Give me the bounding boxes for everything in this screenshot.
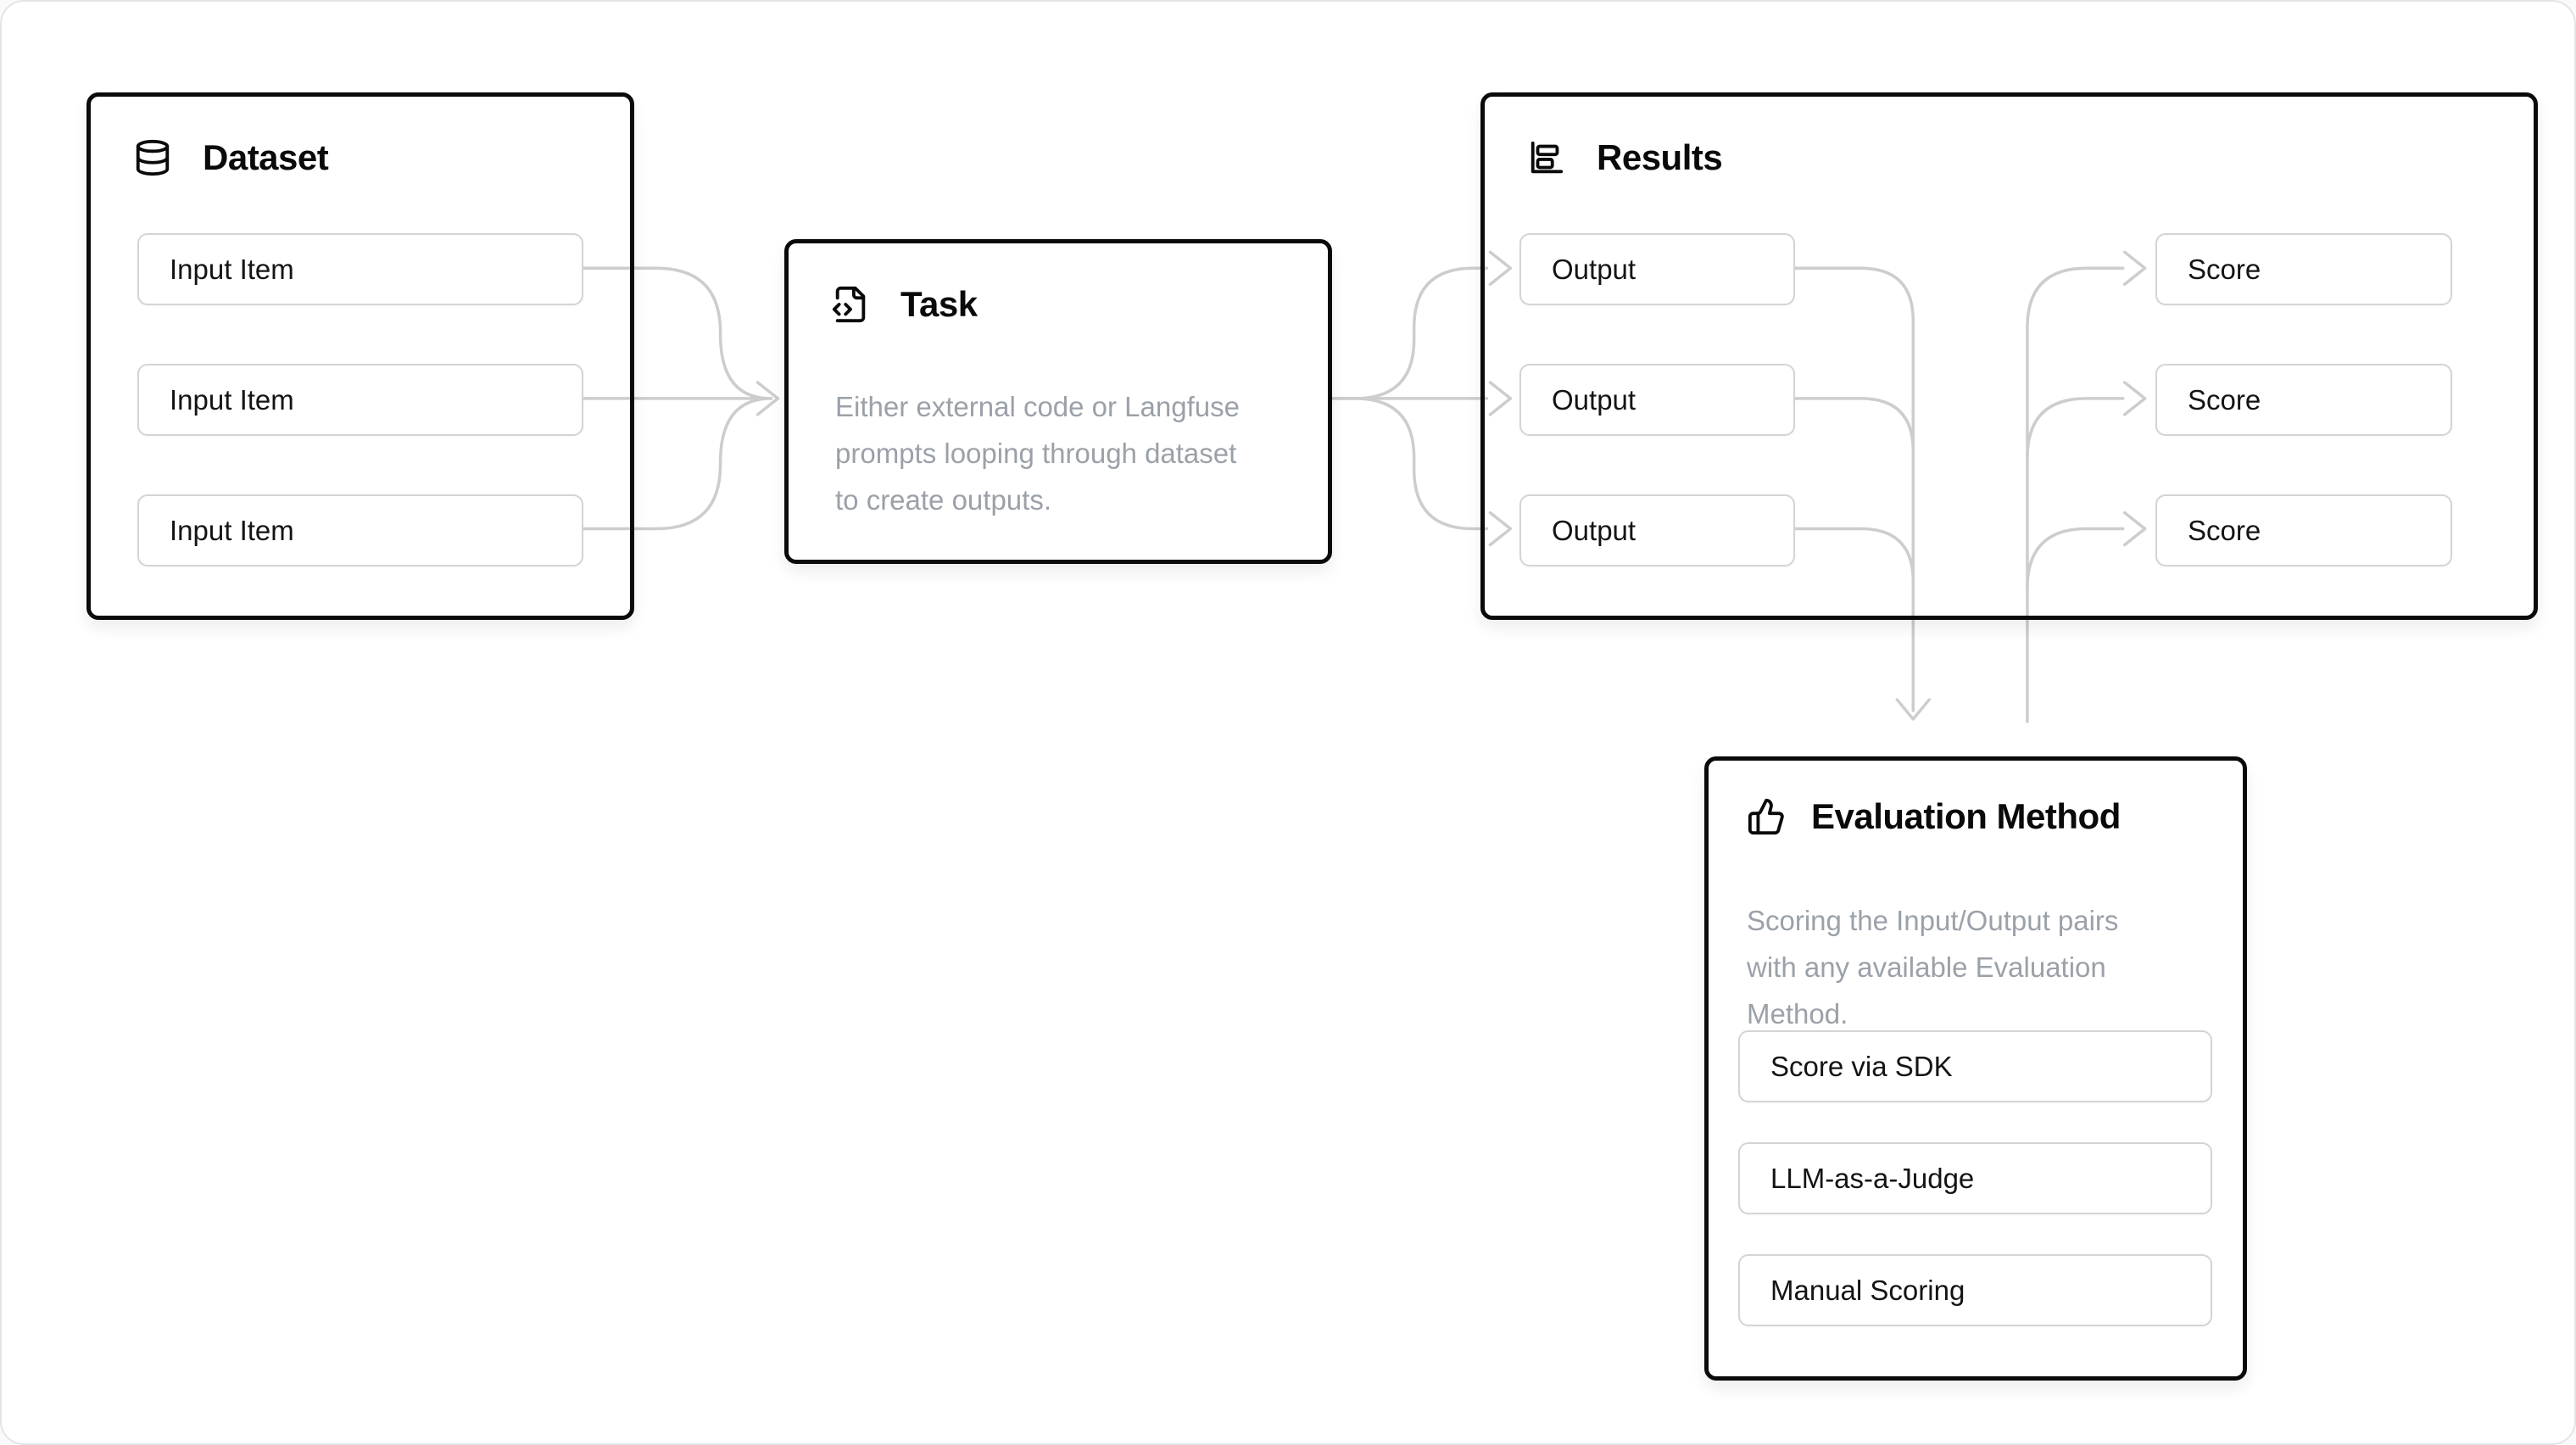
score-item: Score	[2155, 364, 2452, 436]
evaluation-description: Scoring the Input/Output pairs with any available Evaluation Method.	[1747, 905, 2119, 1029]
bar-chart-icon	[1527, 138, 1566, 177]
evaluation-header	[1747, 796, 2121, 837]
input-item: Input Item	[137, 364, 583, 436]
score-item: Score	[2155, 233, 2452, 305]
task-header	[831, 284, 978, 325]
evaluation-method-box	[1704, 756, 2247, 1381]
output-item: Output	[1519, 494, 1795, 566]
task-title: Task	[900, 284, 978, 324]
output-item: Output	[1519, 364, 1795, 436]
task-box	[784, 239, 1332, 564]
dataset-header	[133, 137, 328, 178]
file-code-icon	[831, 285, 870, 324]
dataset-title: Dataset	[203, 137, 329, 177]
results-box	[1480, 92, 2538, 620]
score-item: Score	[2155, 494, 2452, 566]
results-header	[1527, 137, 1722, 178]
evaluation-method-item: Score via SDK	[1738, 1030, 2212, 1102]
database-icon	[133, 138, 172, 177]
results-title: Results	[1597, 137, 1723, 177]
evaluation-title: Evaluation Method	[1811, 796, 2121, 836]
thumbs-up-icon	[1747, 797, 1786, 836]
input-item: Input Item	[137, 494, 583, 566]
evaluation-method-item: Manual Scoring	[1738, 1254, 2212, 1326]
output-item: Output	[1519, 233, 1795, 305]
task-description: Either external code or Langfuse prompts looping through dataset to create outputs.	[835, 391, 1240, 516]
evaluation-method-item: LLM-as-a-Judge	[1738, 1142, 2212, 1214]
input-item: Input Item	[137, 233, 583, 305]
dataset-box	[86, 92, 634, 620]
